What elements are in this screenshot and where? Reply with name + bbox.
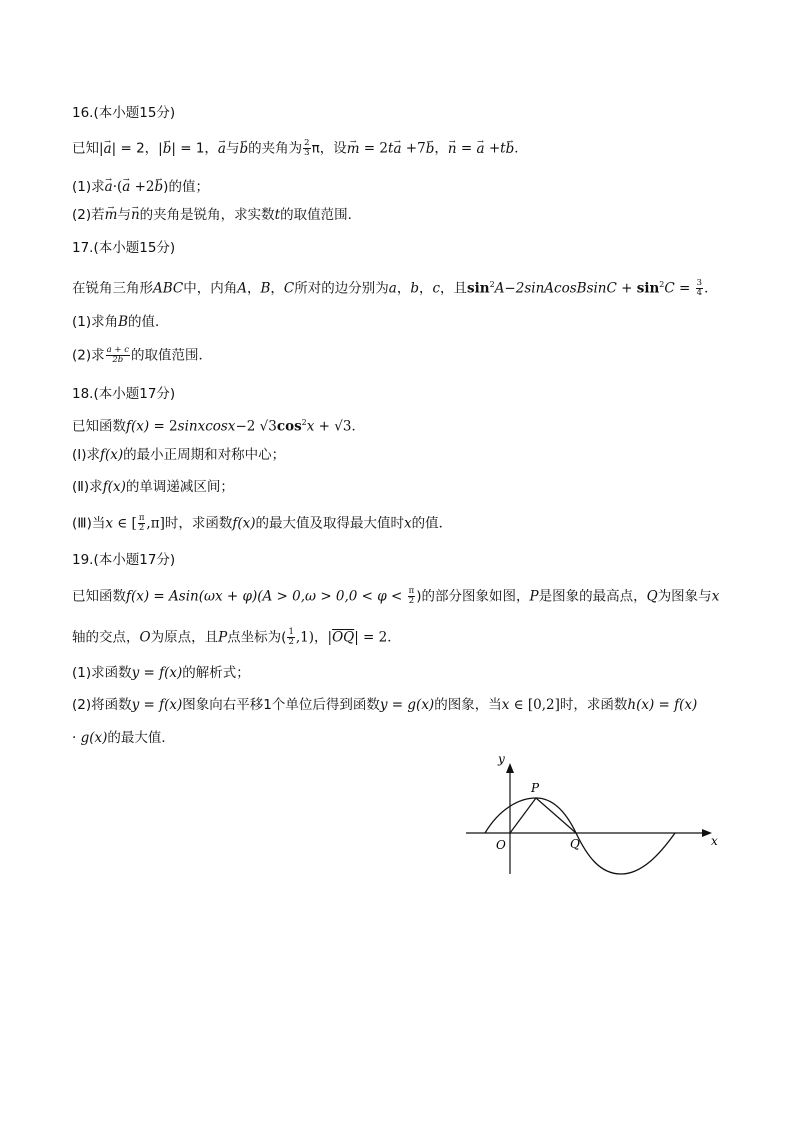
vector-b: → b (163, 140, 172, 158)
fraction-one-half: $\frac{1}{2}$ (288, 627, 294, 647)
problem-16-question-2: (2)若→ m与→ n的夹角是锐角，求实数t的取值范围． (72, 206, 361, 224)
problem-17-question-1: (1)求角B的值． (72, 314, 169, 330)
vector-m: → m (347, 140, 360, 158)
problem-16-given: 已知|→ a| = 2，|→ b| = 1，→ a与→ b的夹角为 $\frac{2}{3}$ π，设→ m = 2t→ a +7→ b，→ n = → a +t→ b． (72, 139, 528, 158)
fraction-three-quarters: $\frac{3}{4}$ (696, 278, 703, 298)
problem-19-header: 19.(本小题17分) (72, 552, 176, 568)
problem-17-given: 在锐角三角形ABC中，内角A，B，C所对的边分别为a，b，c，且$\sin^2A-2sinAcosBsinC + \sin^2C$ = $\frac{3}{4}$ ． (72, 278, 718, 298)
label-O: O (496, 838, 506, 852)
segment-PQ (536, 798, 576, 833)
problem-18-header: 18.(本小题17分) (72, 386, 176, 402)
problem-18-given: 已知函数f(x) = 2sinxcosx−2 $√3\cos^2x + √3$． (72, 418, 365, 435)
label-Q: Q (570, 837, 580, 851)
label-y: y (498, 752, 505, 766)
problem-17-header: 17.(本小题15分) (72, 240, 176, 256)
problem-18-question-2: (Ⅱ)求f(x)的单调递减区间； (72, 479, 234, 495)
problem-19-question-2-line-2: · g(x)的最大值． (72, 730, 175, 746)
sine-graph-figure (460, 750, 730, 880)
problem-16-question-1: (1)求→ a·(→ a +2→ b)的值； (72, 178, 209, 196)
fraction-a-plus-c-over-2b: $\frac{a + c}{2b}$ (106, 345, 129, 365)
vector-a: → a (104, 140, 112, 158)
y-axis-arrow (506, 763, 514, 773)
fraction-pi-over-2: $\frac{\pi}{2}$ (138, 513, 145, 533)
problem-19-question-2-line-1: (2)将函数y = f(x)图象向右平移1个单位后得到函数y = g(x)的图象，当x ∈ [0,2]时，求函数h(x) = f(x) (72, 697, 698, 713)
problem-18-question-1: (Ⅰ)求f(x)的最小正周期和对称中心； (72, 447, 286, 463)
problem-17-question-2: (2)求 $\frac{a + c}{2b}$ 的取值范围． (72, 345, 212, 365)
vector-OQ: $\overline{OQ}$ (332, 629, 355, 646)
vector-n: → n (448, 140, 457, 158)
problem-19-question-1: (1)求函数y = f(x)的解析式； (72, 665, 250, 681)
label-P: P (531, 781, 540, 795)
problem-16-header: 16.(本小题15分) (72, 105, 176, 121)
label-x: x (711, 834, 718, 848)
fraction-two-thirds: $\frac{2}{3}$ (304, 138, 310, 158)
sine-curve (485, 798, 675, 874)
problem-19-given-line-2: 轴的交点，O为原点，且P点坐标为( $\frac{1}{2}$ ,1)，$|\overline{OQ}| = 2$． (72, 627, 401, 647)
problem-19-given-line-1: 已知函数f(x) = Asin(ωx + φ)(A > 0,ω > 0,0 < φ < $\frac{\pi}{2}$ )的部分图象如图，P是图象的最高点，Q为图象与x (72, 586, 720, 606)
fraction-pi-over-2: $\frac{\pi}{2}$ (408, 586, 415, 606)
problem-18-question-3: (Ⅲ)当x ∈ [ $\frac{\pi}{2}$ ,π]时，求函数f(x)的最大值及取得最大值时x的值． (72, 513, 453, 533)
